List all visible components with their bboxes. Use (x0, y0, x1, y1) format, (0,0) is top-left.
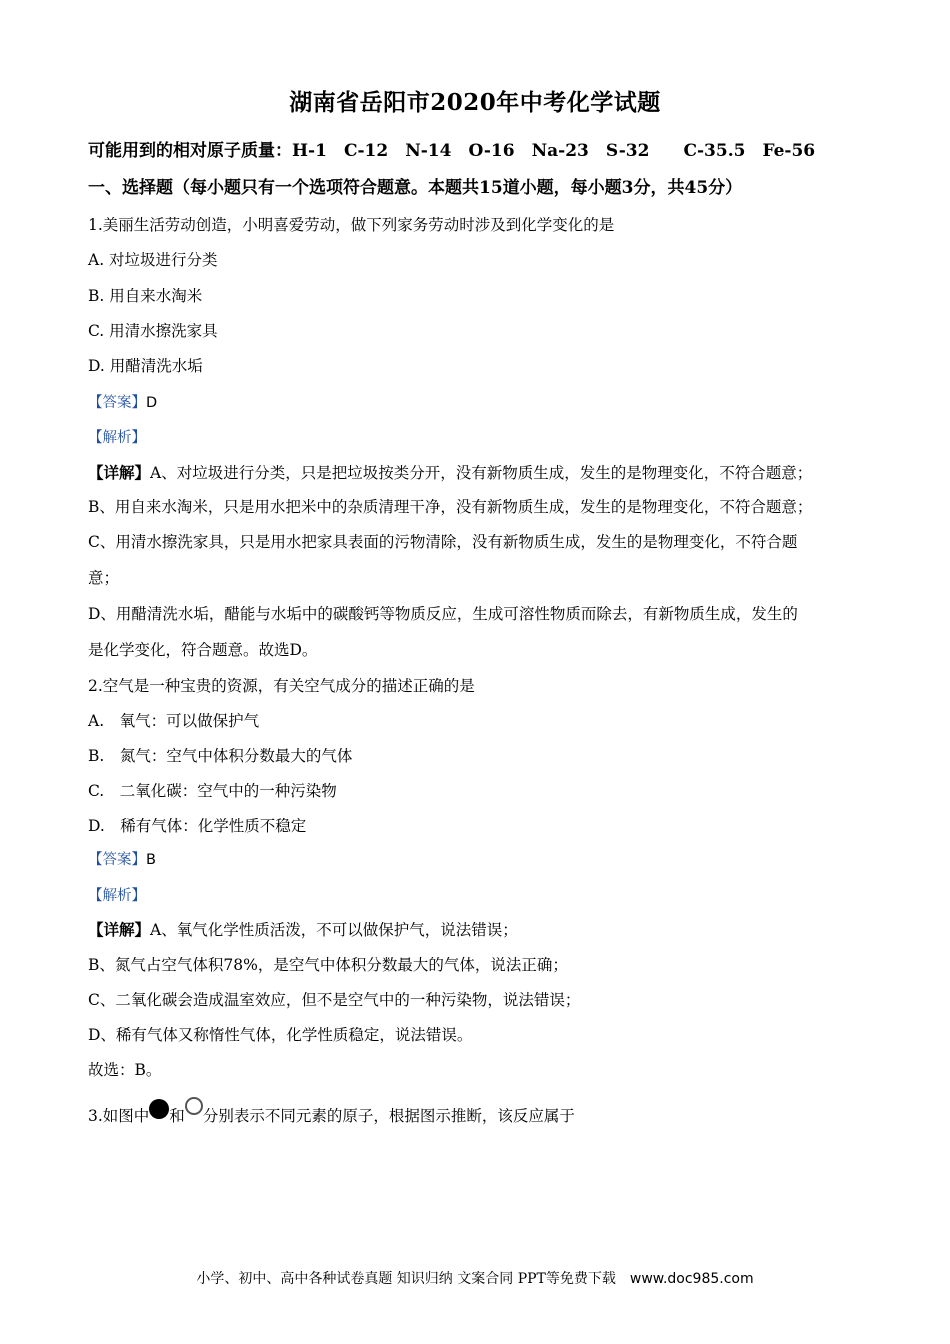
q2-analysis-tag: 【解析】 (88, 888, 146, 904)
q2-detail-tag: 【详解】 (88, 920, 151, 939)
q2-answer-row (88, 848, 870, 871)
q1-option-b: B. 用自来水淘米 (88, 287, 203, 305)
q1-detail-text-1: A、对垃圾进行分类，只是把垃圾按类分开，没有新物质生成，发生的是物理变化，不符合题意； (150, 464, 813, 482)
atomic-masses: 可能用到的相对原子质量：H-1 C-12 N-14 O-16 Na-23 S-32 C-35.5 Fe-56 (88, 141, 816, 161)
white-atom-icon (185, 1097, 203, 1115)
page-title: 湖南省岳阳市2020年中考化学试题 (289, 89, 661, 116)
q1-detail-tag: 【详解】 (88, 463, 151, 482)
q1-stem: 1.美丽生活劳动创造，小明喜爱劳动，做下列家务劳动时涉及到化学变化的是 (88, 216, 615, 234)
q2-detail-line-4: D、稀有气体又称惰性气体，化学性质稳定，说法错误。 (88, 1026, 473, 1044)
q2-answer-value: B (146, 852, 156, 868)
q1-analysis-row (88, 426, 870, 449)
q1-answer-value: D (146, 395, 158, 411)
q3-suffix: 分别表示不同元素的原子，根据图示推断，该反应属于 (202, 1107, 575, 1125)
q3-prefix: 3.如图中 (88, 1107, 150, 1125)
q1-detail-line-6: 是化学变化，符合题意。故选D。 (88, 641, 318, 659)
q2-stem: 2.空气是一种宝贵的资源，有关空气成分的描述正确的是 (88, 677, 475, 695)
q1-detail-line-4: 意； (88, 569, 120, 587)
q2-option-d: D. 稀有气体：化学性质不稳定 (88, 817, 307, 835)
q1-option-c: C. 用清水擦洗家具 (88, 322, 218, 340)
q2-detail-line-1 (88, 919, 870, 941)
q3-and: 和 (169, 1107, 185, 1125)
page-footer (0, 1268, 950, 1288)
q2-answer-tag: 【答案】 (88, 852, 146, 868)
q1-detail-line-2: B、用自来水淘米，只是用水把米中的杂质清理干净，没有新物质生成，发生的是物理变化，不符合题意； (88, 498, 813, 516)
q2-detail-line-3: C、二氧化碳会造成温室效应，但不是空气中的一种污染物，说法错误； (88, 991, 581, 1009)
q2-detail-line-2: B、氮气占空气体积78%，是空气中体积分数最大的气体，说法正确； (88, 956, 568, 974)
black-atom-icon (149, 1099, 169, 1119)
q2-option-b: B. 氮气：空气中体积分数最大的气体 (88, 747, 353, 765)
q1-detail-line-1 (88, 462, 870, 484)
q2-analysis-row (88, 884, 870, 907)
q2-option-a: A. 氧气：可以做保护气 (88, 712, 260, 730)
footer-text: 小学、初中、高中各种试卷真题 知识归纳 文案合同 PPT等免费下载 (196, 1271, 630, 1287)
q1-option-d: D. 用醋清洗水垢 (88, 357, 203, 375)
q1-answer-tag: 【答案】 (88, 395, 146, 411)
q1-detail-line-5: D、用醋清洗水垢，醋能与水垢中的碳酸钙等物质反应，生成可溶性物质而除去，有新物质生成，发生的 (88, 605, 798, 623)
section-heading: 一、选择题（每小题只有一个选项符合题意。本题共15道小题，每小题3分，共45分） (88, 178, 743, 198)
q1-analysis-tag: 【解析】 (88, 430, 146, 446)
q1-option-a: A. 对垃圾进行分类 (88, 251, 218, 269)
q1-answer-row (88, 391, 870, 414)
q2-detail-text-1: A、氧气化学性质活泼，不可以做保护气，说法错误； (150, 921, 518, 939)
q3-stem (88, 1105, 870, 1127)
q1-detail-line-3: C、用清水擦洗家具，只是用水把家具表面的污物清除，没有新物质生成，发生的是物理变化，不符合题 (88, 533, 798, 551)
q2-conclusion: 故选：B。 (88, 1061, 162, 1079)
q2-option-c: C. 二氧化碳：空气中的一种污染物 (88, 782, 337, 800)
footer-url: www.doc985.com (629, 1271, 754, 1287)
